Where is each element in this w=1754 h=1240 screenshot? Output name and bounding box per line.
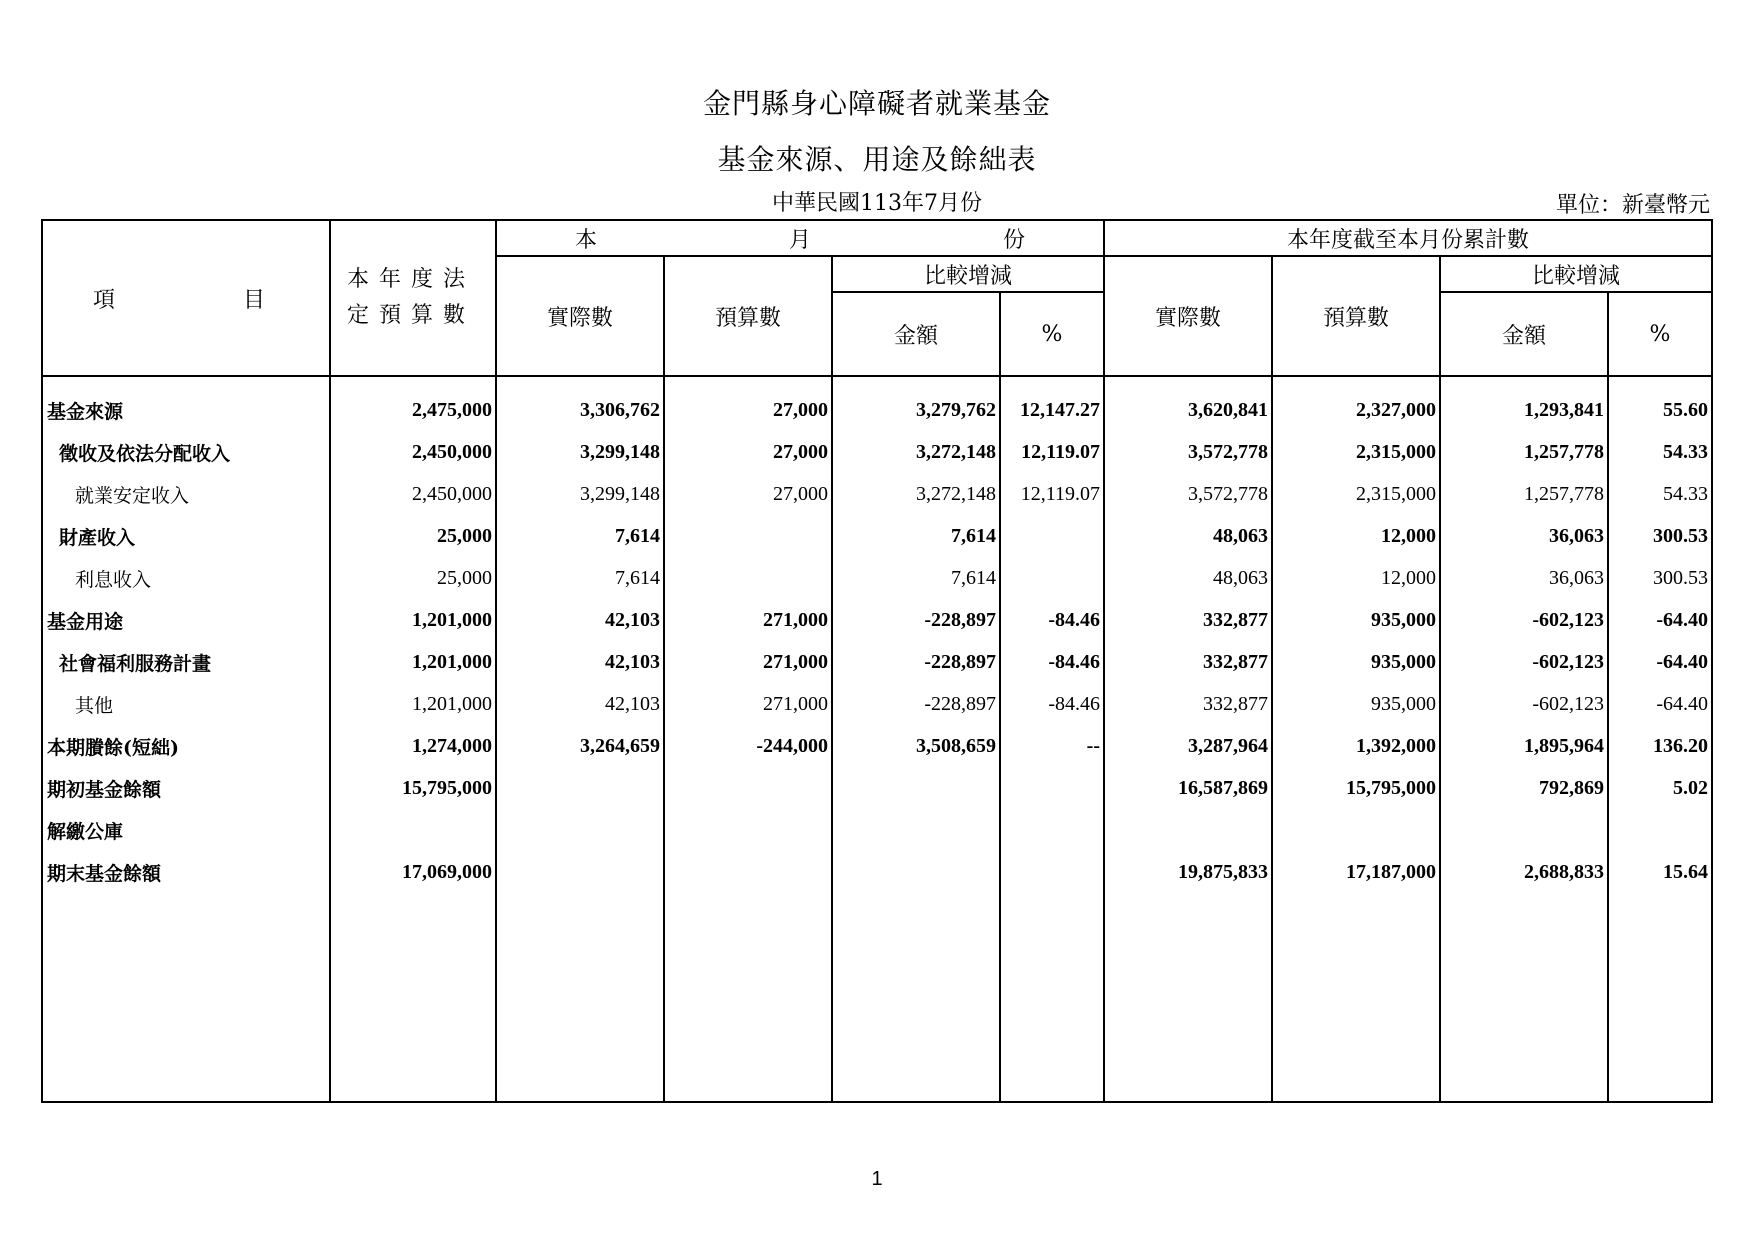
cell-y-amount: 1,257,778 — [1440, 473, 1608, 515]
report-title: 金門縣身心障礙者就業基金 — [702, 87, 1051, 120]
cell-y-pct: 54.33 — [1608, 431, 1712, 473]
cell-m-amount: 3,279,762 — [832, 376, 1000, 431]
header-item-char-2: 目 — [243, 287, 266, 313]
blank-cell — [496, 893, 664, 1102]
cell-m-amount: 3,508,659 — [832, 725, 1000, 767]
row-label: 利息收入 — [42, 557, 330, 599]
cell-y-amount: 1,257,778 — [1440, 431, 1608, 473]
cell-y-actual: 3,620,841 — [1104, 376, 1272, 431]
table-row — [42, 515, 1712, 557]
cell-m-pct: -- — [1000, 725, 1104, 767]
row-label: 其他 — [42, 683, 330, 725]
table-header — [42, 220, 1712, 376]
cell-m-amount — [832, 809, 1000, 851]
cell-y-pct: -64.40 — [1608, 641, 1712, 683]
row-label: 社會福利服務計畫 — [42, 641, 330, 683]
table-blank-space — [42, 893, 1712, 1102]
cell-m-budget: 27,000 — [664, 473, 832, 515]
cell-m-amount: -228,897 — [832, 683, 1000, 725]
cell-m-actual: 3,306,762 — [496, 376, 664, 431]
cell-m-budget: -244,000 — [664, 725, 832, 767]
cell-y-actual: 3,572,778 — [1104, 473, 1272, 515]
cell-m-pct — [1000, 809, 1104, 851]
header-ytd-budget: 預算數 — [1272, 256, 1440, 376]
cell-y-actual — [1104, 809, 1272, 851]
row-label: 解繳公庫 — [42, 809, 330, 851]
cell-m-budget: 27,000 — [664, 376, 832, 431]
table-row — [42, 376, 1712, 431]
cell-y-budget: 17,187,000 — [1272, 851, 1440, 893]
blank-cell — [832, 893, 1000, 1102]
cell-m-budget: 271,000 — [664, 599, 832, 641]
header-ytd: 本年度截至本月份累計數 — [1104, 220, 1712, 256]
cell-y-budget: 2,315,000 — [1272, 431, 1440, 473]
cell-m-actual: 3,299,148 — [496, 473, 664, 515]
cell-m-pct: 12,119.07 — [1000, 431, 1104, 473]
header-ytd-compare: 比較增減 — [1440, 256, 1712, 292]
cell-m-amount: 7,614 — [832, 557, 1000, 599]
row-label: 本期賸餘(短絀) — [42, 725, 330, 767]
cell-y-pct: 55.60 — [1608, 376, 1712, 431]
cell-m-budget — [664, 767, 832, 809]
cell-m-pct: -84.46 — [1000, 641, 1104, 683]
cell-m-amount: 7,614 — [832, 515, 1000, 557]
cell-m-amount — [832, 767, 1000, 809]
cell-m-actual — [496, 851, 664, 893]
cell-budget: 17,069,000 — [330, 851, 496, 893]
cell-m-budget — [664, 851, 832, 893]
table-row — [42, 473, 1712, 515]
blank-cell — [1608, 893, 1712, 1102]
blank-cell — [1000, 893, 1104, 1102]
cell-m-pct: -84.46 — [1000, 599, 1104, 641]
cell-y-budget: 12,000 — [1272, 515, 1440, 557]
header-annual-budget-line1: 本年度法 — [347, 267, 476, 292]
table-row — [42, 431, 1712, 473]
table-row — [42, 725, 1712, 767]
cell-m-budget: 27,000 — [664, 431, 832, 473]
cell-m-pct — [1000, 515, 1104, 557]
cell-m-amount: 3,272,148 — [832, 431, 1000, 473]
blank-cell — [664, 893, 832, 1102]
table-row — [42, 809, 1712, 851]
header-month-budget: 預算數 — [664, 256, 832, 376]
blank-cell — [1440, 893, 1608, 1102]
page-number: 1 — [871, 1168, 883, 1190]
cell-m-pct — [1000, 767, 1104, 809]
cell-m-actual: 42,103 — [496, 683, 664, 725]
table-row — [42, 641, 1712, 683]
cell-y-amount: -602,123 — [1440, 641, 1608, 683]
header-annual-budget-line2: 定預算數 — [347, 303, 476, 328]
row-label: 期末基金餘額 — [42, 851, 330, 893]
cell-budget — [330, 809, 496, 851]
cell-budget: 1,201,000 — [330, 641, 496, 683]
cell-y-pct — [1608, 809, 1712, 851]
cell-budget: 1,201,000 — [330, 599, 496, 641]
cell-y-amount: -602,123 — [1440, 599, 1608, 641]
cell-m-budget — [664, 557, 832, 599]
cell-y-pct: 300.53 — [1608, 557, 1712, 599]
cell-y-budget: 15,795,000 — [1272, 767, 1440, 809]
report-period: 中華民國113年7月份 — [772, 191, 982, 216]
cell-y-actual: 48,063 — [1104, 515, 1272, 557]
table-row — [42, 683, 1712, 725]
cell-m-actual — [496, 767, 664, 809]
cell-budget: 2,450,000 — [330, 431, 496, 473]
cell-y-amount — [1440, 809, 1608, 851]
cell-budget: 2,450,000 — [330, 473, 496, 515]
table-body — [42, 376, 1712, 1102]
cell-m-pct: 12,119.07 — [1000, 473, 1104, 515]
cell-m-amount: -228,897 — [832, 599, 1000, 641]
cell-m-amount — [832, 851, 1000, 893]
cell-y-budget: 2,315,000 — [1272, 473, 1440, 515]
cell-m-budget — [664, 809, 832, 851]
cell-budget: 15,795,000 — [330, 767, 496, 809]
cell-budget: 1,201,000 — [330, 683, 496, 725]
cell-y-amount: 1,895,964 — [1440, 725, 1608, 767]
cell-m-actual: 7,614 — [496, 515, 664, 557]
header-month-compare: 比較增減 — [832, 256, 1104, 292]
cell-y-amount: 36,063 — [1440, 515, 1608, 557]
table-row — [42, 851, 1712, 893]
cell-m-amount: -228,897 — [832, 641, 1000, 683]
row-label: 財產收入 — [42, 515, 330, 557]
blank-cell — [330, 893, 496, 1102]
header-this-month-3: 份 — [1002, 227, 1025, 253]
header-month-pct: % — [1000, 292, 1104, 376]
cell-m-pct — [1000, 851, 1104, 893]
cell-y-actual: 332,877 — [1104, 683, 1272, 725]
cell-y-amount: 36,063 — [1440, 557, 1608, 599]
cell-m-actual: 42,103 — [496, 599, 664, 641]
cell-m-pct — [1000, 557, 1104, 599]
cell-y-actual: 16,587,869 — [1104, 767, 1272, 809]
cell-m-actual: 3,264,659 — [496, 725, 664, 767]
cell-y-actual: 3,572,778 — [1104, 431, 1272, 473]
cell-m-budget: 271,000 — [664, 641, 832, 683]
cell-budget: 2,475,000 — [330, 376, 496, 431]
cell-y-budget: 935,000 — [1272, 641, 1440, 683]
cell-m-actual: 7,614 — [496, 557, 664, 599]
cell-y-amount: -602,123 — [1440, 683, 1608, 725]
cell-y-pct: 136.20 — [1608, 725, 1712, 767]
blank-cell — [42, 893, 330, 1102]
table-row — [42, 767, 1712, 809]
cell-m-budget: 271,000 — [664, 683, 832, 725]
cell-y-actual: 3,287,964 — [1104, 725, 1272, 767]
cell-y-actual: 332,877 — [1104, 599, 1272, 641]
header-ytd-actual: 實際數 — [1104, 256, 1272, 376]
cell-m-actual — [496, 809, 664, 851]
fund-statement-table — [41, 219, 1713, 1103]
header-annual-budget — [330, 220, 496, 376]
row-label: 基金來源 — [42, 376, 330, 431]
cell-y-amount: 1,293,841 — [1440, 376, 1608, 431]
cell-y-amount: 2,688,833 — [1440, 851, 1608, 893]
cell-m-actual: 3,299,148 — [496, 431, 664, 473]
cell-y-pct: -64.40 — [1608, 683, 1712, 725]
row-label: 徵收及依法分配收入 — [42, 431, 330, 473]
blank-cell — [1104, 893, 1272, 1102]
header-item-char-1: 項 — [93, 287, 116, 313]
cell-y-budget: 935,000 — [1272, 683, 1440, 725]
cell-y-pct: 300.53 — [1608, 515, 1712, 557]
cell-y-pct: 54.33 — [1608, 473, 1712, 515]
cell-m-pct: 12,147.27 — [1000, 376, 1104, 431]
cell-budget: 25,000 — [330, 515, 496, 557]
cell-y-pct: -64.40 — [1608, 599, 1712, 641]
header-item — [42, 220, 330, 376]
cell-y-amount: 792,869 — [1440, 767, 1608, 809]
header-month-amount: 金額 — [832, 292, 1000, 376]
report-subtitle: 基金來源、用途及餘絀表 — [717, 143, 1037, 176]
table-row — [42, 557, 1712, 599]
cell-y-budget: 2,327,000 — [1272, 376, 1440, 431]
header-ytd-pct: % — [1608, 292, 1712, 376]
cell-y-budget: 1,392,000 — [1272, 725, 1440, 767]
cell-y-pct: 5.02 — [1608, 767, 1712, 809]
cell-y-actual: 19,875,833 — [1104, 851, 1272, 893]
row-label: 基金用途 — [42, 599, 330, 641]
header-this-month-1: 本 — [575, 227, 598, 253]
blank-cell — [1272, 893, 1440, 1102]
cell-y-budget — [1272, 809, 1440, 851]
cell-y-pct: 15.64 — [1608, 851, 1712, 893]
cell-m-budget — [664, 515, 832, 557]
header-ytd-amount: 金額 — [1440, 292, 1608, 376]
currency-unit: 單位：新臺幣元 — [1555, 193, 1710, 218]
header-month-actual: 實際數 — [496, 256, 664, 376]
cell-m-amount: 3,272,148 — [832, 473, 1000, 515]
cell-y-actual: 48,063 — [1104, 557, 1272, 599]
cell-y-budget: 12,000 — [1272, 557, 1440, 599]
row-label: 就業安定收入 — [42, 473, 330, 515]
header-this-month — [496, 220, 1104, 256]
cell-y-budget: 935,000 — [1272, 599, 1440, 641]
header-this-month-2: 月 — [788, 227, 811, 253]
cell-budget: 25,000 — [330, 557, 496, 599]
cell-y-actual: 332,877 — [1104, 641, 1272, 683]
cell-m-actual: 42,103 — [496, 641, 664, 683]
cell-m-pct: -84.46 — [1000, 683, 1104, 725]
cell-budget: 1,274,000 — [330, 725, 496, 767]
table-row — [42, 599, 1712, 641]
row-label: 期初基金餘額 — [42, 767, 330, 809]
